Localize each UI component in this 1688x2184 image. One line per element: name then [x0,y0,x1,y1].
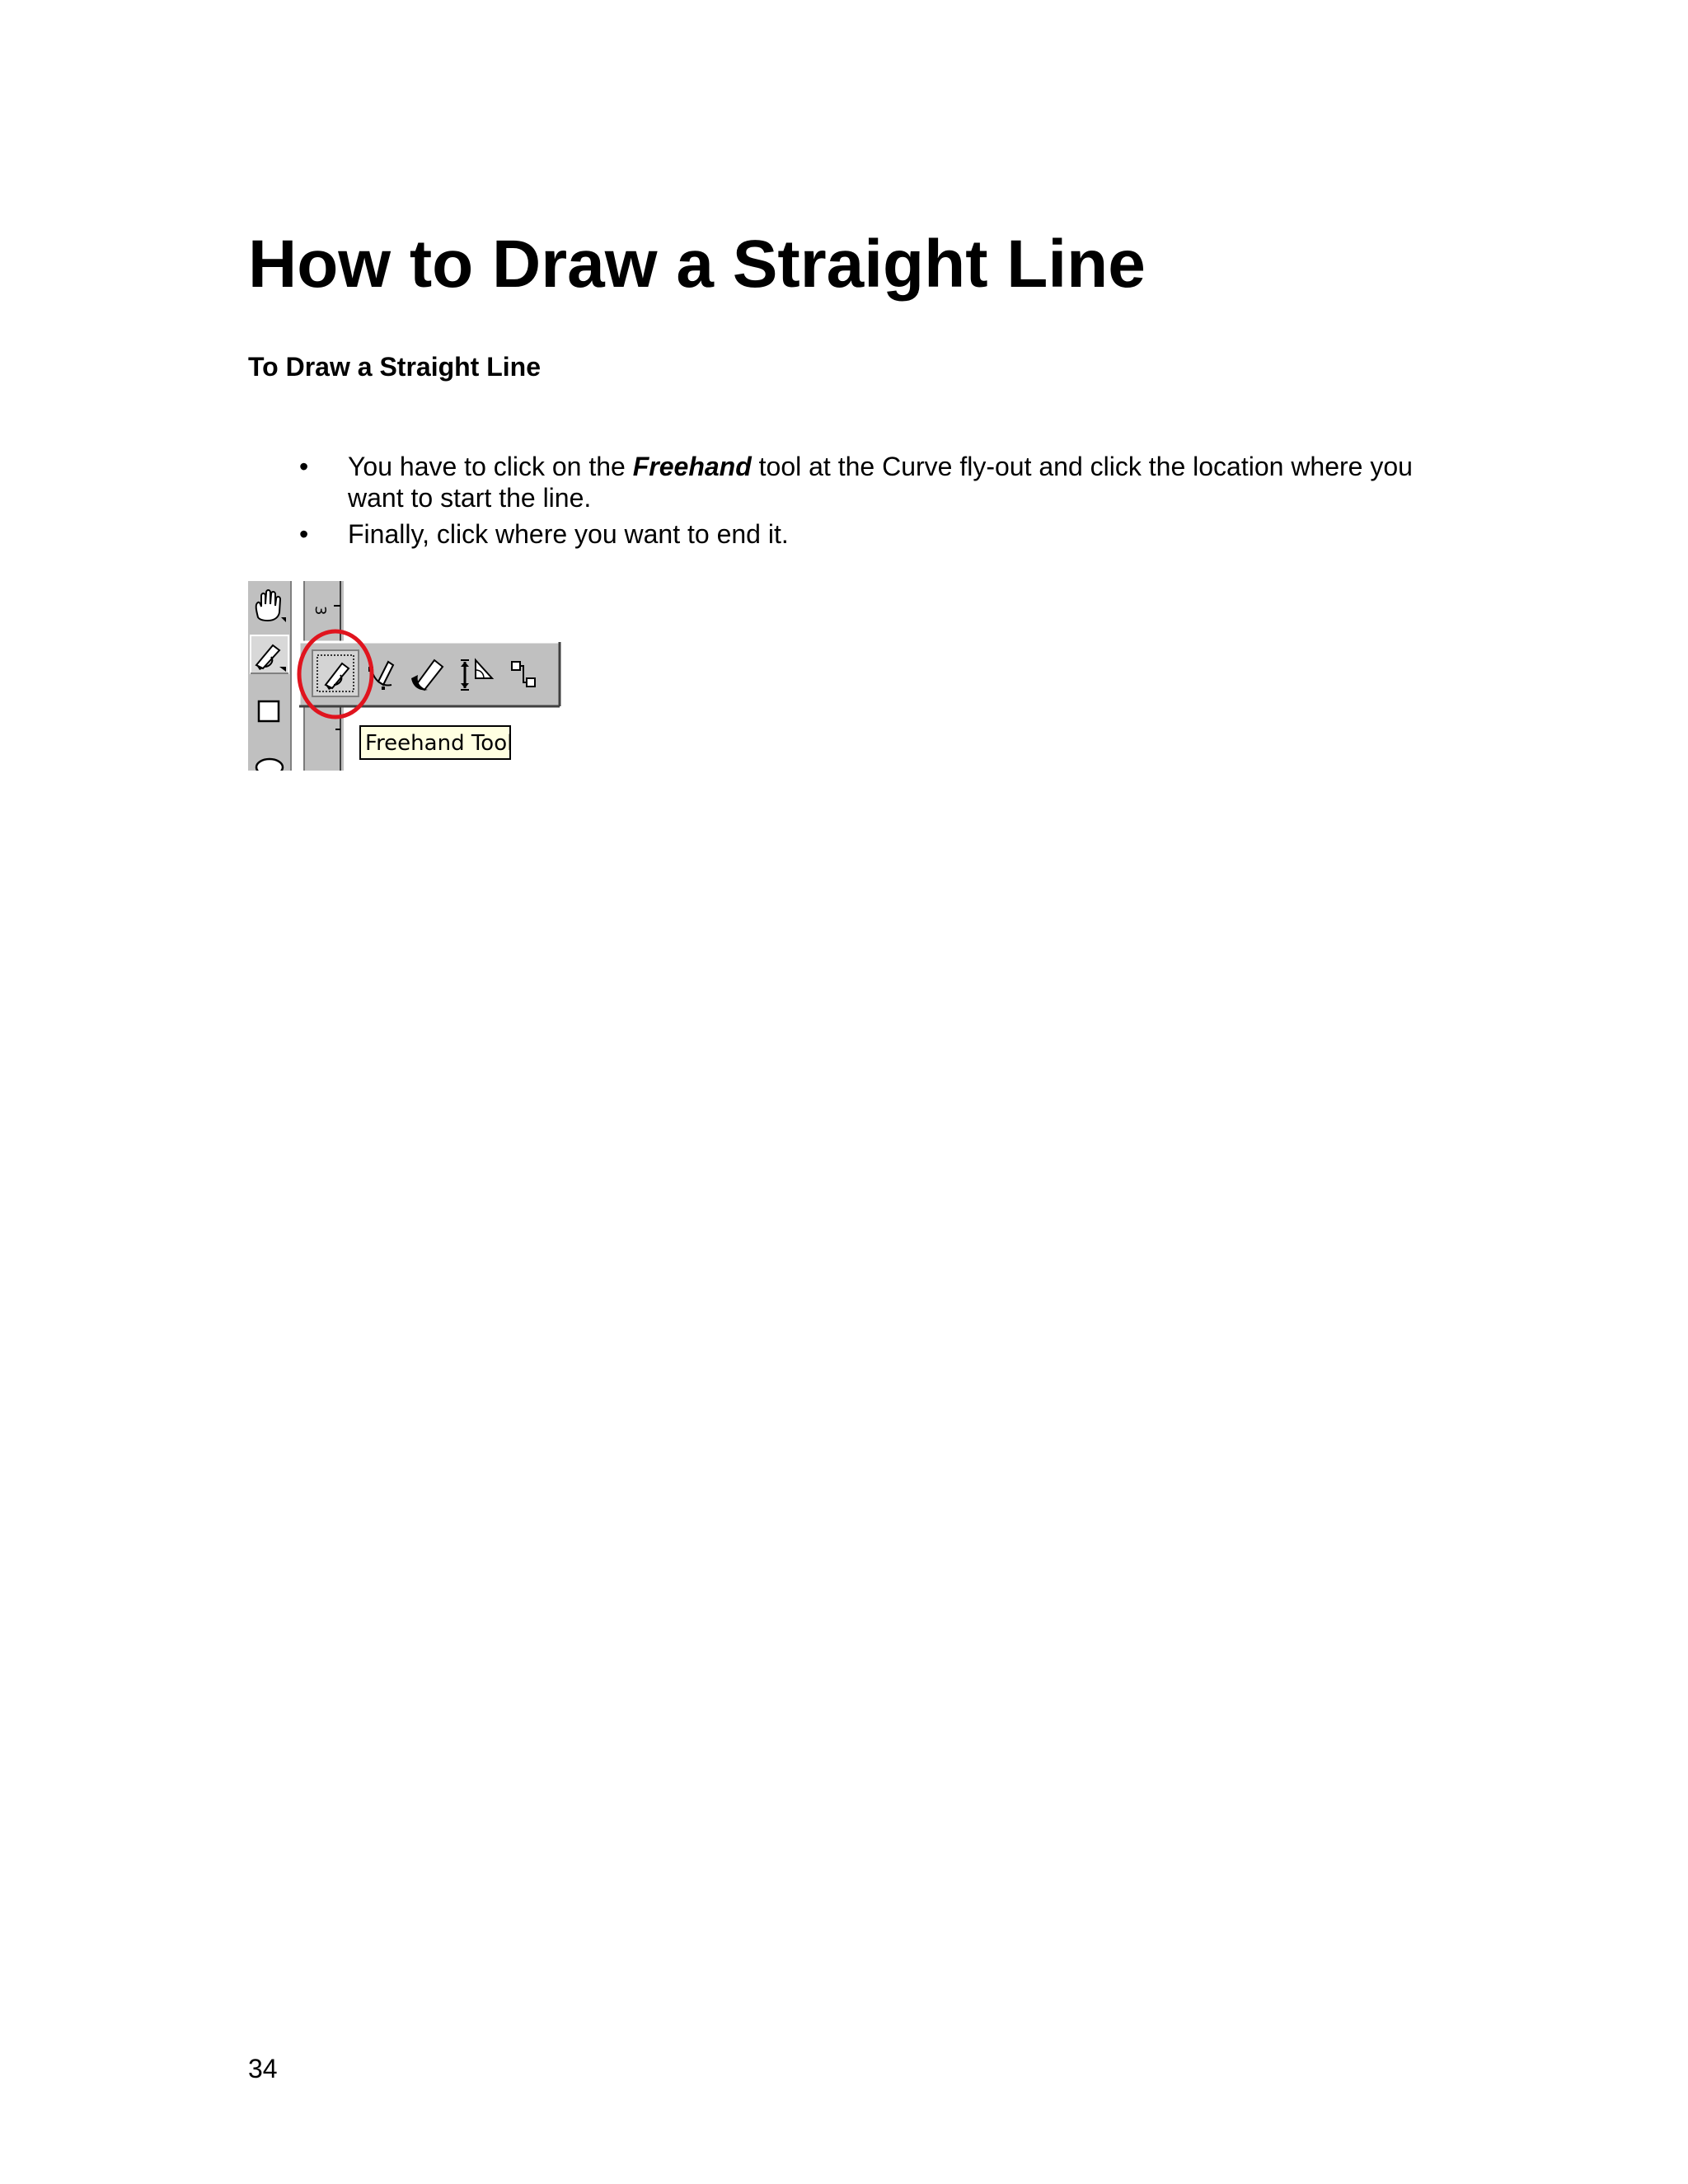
page-number: 34 [248,2054,278,2083]
toolbar-screenshot [248,581,561,771]
hand-icon[interactable] [251,588,287,624]
freehand-emphasis: Freehand [632,452,752,481]
instruction-list [248,451,1443,550]
tooltip-text: Freehand Tool [365,731,513,756]
ruler-mark: 3 [312,606,329,616]
rectangle-tool-icon[interactable] [259,701,279,721]
list-item [248,451,1443,513]
bullet-symbol: • [299,452,309,481]
page-title: How to Draw a Straight Line [248,227,1146,302]
freehand-tool-icon[interactable] [251,635,288,673]
section-heading: To Draw a Straight Line [248,352,541,382]
bullet-text-after: tool at the Curve fly-out and click the location where you want to start the line. [348,452,1413,513]
tooltip [360,726,513,759]
bullet-text-before: You have to click on the [348,452,633,481]
ellipse-tool-icon[interactable] [256,759,283,771]
bullet-symbol: • [299,519,309,549]
list-item [248,518,1443,550]
bullet-text: Finally, click where you want to end it. [348,519,789,549]
freehand-flyout-icon[interactable] [312,650,359,696]
